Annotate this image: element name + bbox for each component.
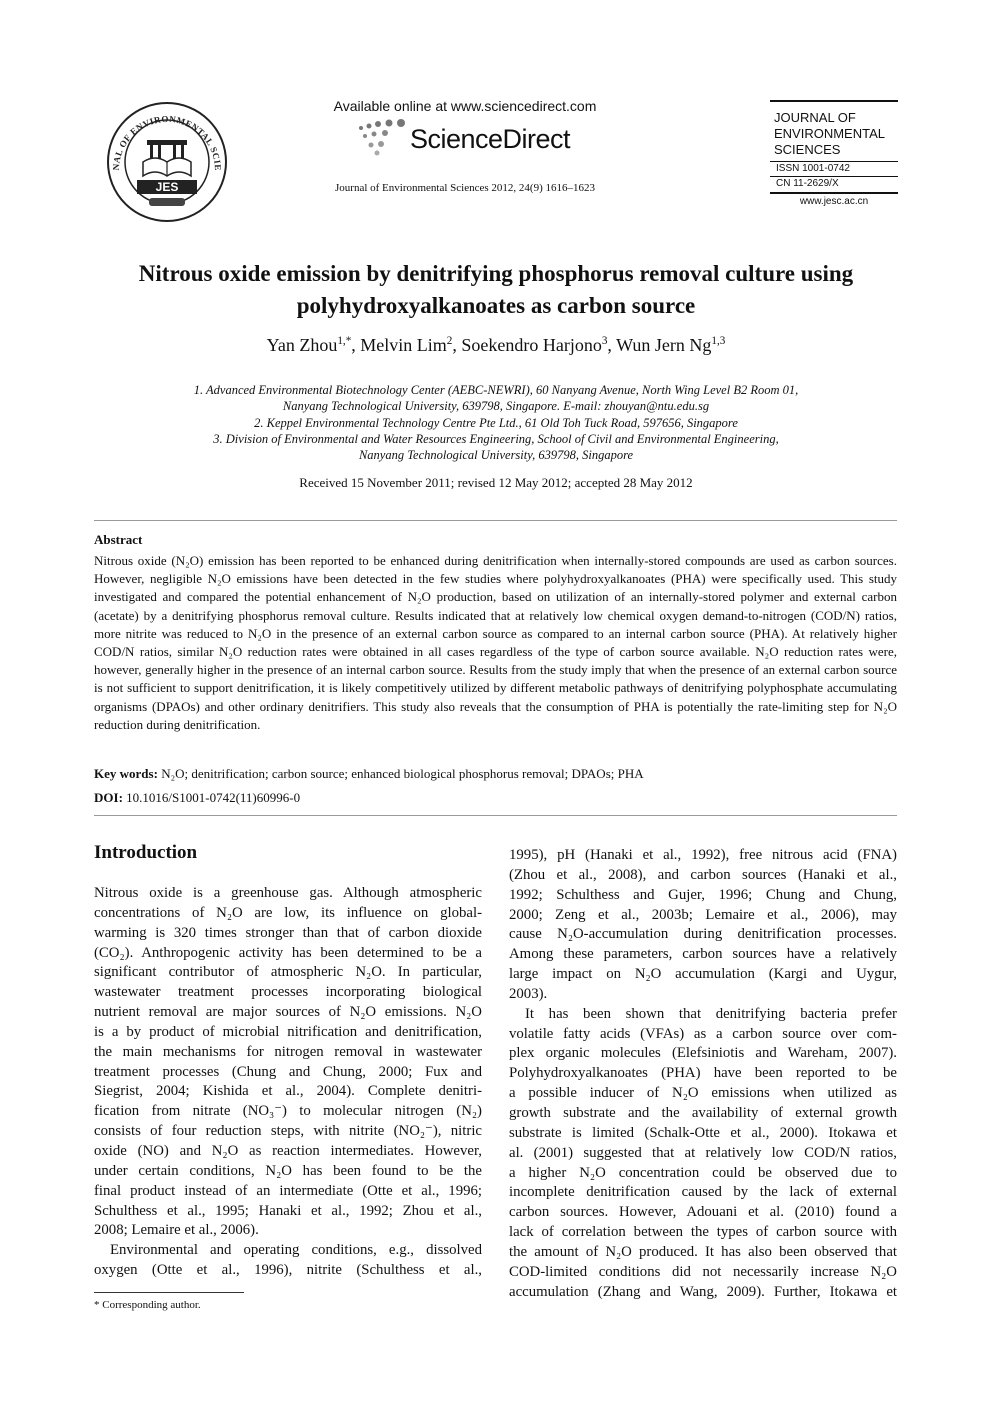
body-text-line: large impact on N₂O accumulation (Kargi and Uygur, bbox=[509, 966, 897, 983]
journal-citation: Journal of Environmental Sciences 2012, 24(9) 1616–1623 bbox=[335, 182, 595, 194]
doi: DOI: 10.1016/S1001-0742(11)60996-0 bbox=[94, 790, 301, 805]
body-text-line: lack of correlation between the types of carbon source with bbox=[509, 1224, 897, 1241]
journal-seal-icon bbox=[105, 100, 229, 224]
body-text-line: 2008; Lemaire et al., 2006). bbox=[94, 1222, 259, 1239]
article-title-line: polyhydroxyalkanoates as carbon source bbox=[296, 293, 696, 318]
journal-box-rule bbox=[770, 176, 898, 177]
body-text-line: Nitrous oxide is a greenhouse gas. Although atmospheric bbox=[94, 885, 482, 901]
body-text-line: 2000; Zeng et al., 2003b; Lemaire et al., 2006), may bbox=[509, 906, 897, 923]
body-text-line: 1995), pH (Hanaki et al., 1992), free nitrous acid (FNA) bbox=[509, 847, 897, 863]
body-text-line: COD-limited conditions did not necessarily increase N₂O bbox=[509, 1263, 897, 1280]
journal-logo bbox=[105, 100, 229, 224]
affiliation-line: 3. Division of Environmental and Water Resources Engineering, School of Civil and Environmental Engineering, bbox=[213, 431, 779, 446]
right-column bbox=[509, 846, 897, 1302]
body-text-line: under certain conditions, N₂O has been found to be the bbox=[94, 1162, 482, 1179]
body-text-line: final product instead of an intermediate (Otte et al., 1996; bbox=[94, 1182, 482, 1199]
doi-value: 10.1016/S1001-0742(11)60996-0 bbox=[126, 790, 301, 805]
body-text-line: a higher N₂O concentration could be observed due to bbox=[509, 1164, 897, 1181]
body-text-line: fication from nitrate (NO₃⁻) to molecular nitrogen (N₂) bbox=[94, 1103, 482, 1120]
author-list bbox=[96, 335, 896, 356]
body-text-line: growth substrate and the availability of external growth bbox=[509, 1104, 897, 1121]
abstract-top-divider bbox=[94, 520, 897, 521]
sciencedirect-dots-icon bbox=[355, 118, 415, 160]
body-text-line: Schulthess et al., 1995; Hanaki et al., 1992; Zhou et al., bbox=[94, 1202, 482, 1219]
journal-title-line: ENVIRONMENTAL bbox=[774, 126, 885, 141]
body-text-line: oxygen (Otte et al., 1996), nitrite (Schulthess et al., bbox=[94, 1262, 482, 1279]
body-text-line: (CO₂). Anthropogenic activity has been determined to be a bbox=[94, 944, 482, 961]
abstract-bottom-divider bbox=[94, 815, 897, 816]
article-title bbox=[96, 258, 896, 322]
keywords: Key words: N₂O; denitrification; carbon source; enhanced biological phosphorus removal; DPAOs; PHA bbox=[94, 766, 644, 781]
journal-url: www.jesc.ac.cn bbox=[799, 196, 869, 207]
author-affiliation-mark: 1,* bbox=[337, 335, 352, 347]
left-column bbox=[94, 884, 482, 1281]
body-text-line: Polyhydroxyalkanoates (PHA) have been reported to be bbox=[509, 1065, 897, 1082]
author-affiliation-mark: 3 bbox=[601, 335, 608, 347]
logo-banner-text: JES bbox=[155, 180, 179, 194]
keywords-label: Key words bbox=[94, 766, 154, 781]
body-text-line: volatile fatty acids (VFAs) as a carbon source over com- bbox=[509, 1025, 897, 1042]
author-separator: , bbox=[452, 335, 462, 355]
body-text-line: nutrient removal are major sources of N₂O emissions. N₂O bbox=[94, 1004, 482, 1021]
journal-title-line: JOURNAL OF bbox=[774, 110, 856, 125]
affiliation-line: Nanyang Technological University, 639798, Singapore. E-mail: zhouyan@ntu.edu.sg bbox=[282, 399, 710, 414]
body-text-line: is a by product of microbial nitrification and denitrification, bbox=[94, 1023, 482, 1040]
body-text-line: plex organic molecules (Elefsiniotis and Wareham, 2007). bbox=[509, 1045, 897, 1062]
journal-issn: ISSN 1001-0742 bbox=[776, 163, 850, 174]
affiliation-line: 2. Keppel Environmental Technology Centre Pte Ltd., 61 Old Toh Tuck Road, 597656, Singapore bbox=[254, 415, 738, 430]
author-name: Soekendro Harjono bbox=[461, 335, 602, 355]
abstract-text: Nitrous oxide (N₂O) emission has been reported to be enhanced during denitrification when internally-stored compounds are used as carbon sources. However, negligible N₂O emissions have been detected in the few studies where polyhydroxyalkanoates (PHA) were specifically used. This study investigated and compared the potential enhancement of N₂O production, based on utilization of an internally-stored polymer and external carbon (acetate) by a denitrifying phosphorus removal culture. Results indicated that at relatively low chemical oxygen demand-to-nitrogen (COD/N) ratios, more nitrite was reduced to N₂O in the presence of an external carbon source as compared to an internal carbon source (PHA). At relatively higher COD/N ratios, similar N₂O reduction rates were obtained in all cases regardless of the type of carbon source available. N₂O reduction rates were, however, generally higher in the presence of an internal carbon source. Results from the study imply that when the presence of an external carbon source is not sufficient to support denitrification, it is likely competitively utilized by different metabolic pathways of denitrifying polyphosphate accumulating organisms (DPAOs) and other ordinary denitrifiers. This study also reveals that the consumption of PHA is potentially the rate-limiting step for N₂O reduction during denitrification. bbox=[94, 553, 897, 732]
introduction-heading: Introduction bbox=[94, 842, 198, 863]
body-text-line: 1992; Schulthess and Gujer, 1996; Chung and Chung, bbox=[509, 886, 897, 903]
author-name: Wun Jern Ng bbox=[616, 335, 712, 355]
body-text-line: significant contributor of atmospheric N₂O. In particular, bbox=[94, 964, 482, 981]
sciencedirect-brand: ScienceDirect bbox=[410, 124, 571, 154]
journal-cn: CN 11-2629/X bbox=[776, 178, 839, 189]
logo-ring-text: NAL OF ENVIRONMENTAL SCIE bbox=[110, 113, 224, 172]
keywords-text: N₂O; denitrification; carbon source; enhanced biological phosphorus removal; DPAOs; PHA bbox=[161, 766, 644, 781]
article-dates: Received 15 November 2011; revised 12 May 2012; accepted 28 May 2012 bbox=[299, 475, 693, 490]
body-text-line: (Zhou et al., 2008), and carbon sources (Hanaki et al., bbox=[509, 866, 897, 883]
body-text-line: concentrations of N₂O are low, its influence on global- bbox=[94, 904, 482, 921]
author-separator: , bbox=[607, 335, 617, 355]
body-text-line: incomplete denitrification caused by the lack of external bbox=[509, 1184, 897, 1201]
abstract-heading: Abstract bbox=[94, 532, 143, 547]
journal-box-top-rule bbox=[770, 100, 898, 102]
available-online-text: Available online at www.sciencedirect.com bbox=[333, 98, 597, 114]
body-text-line: a possible inducer of N₂O emissions when utilized as bbox=[509, 1085, 897, 1102]
doi-label: DOI bbox=[94, 790, 119, 805]
body-text-line: wastewater treatment processes incorporating biological bbox=[94, 984, 482, 1001]
journal-box-rule bbox=[770, 161, 898, 162]
body-text-line: It has been shown that denitrifying bacteria prefer bbox=[525, 1005, 897, 1022]
body-text-line: 2003). bbox=[509, 985, 548, 1002]
author-name: Melvin Lim bbox=[360, 335, 447, 355]
affiliations bbox=[96, 382, 896, 463]
author-affiliation-mark: 1,3 bbox=[711, 335, 726, 347]
body-text-line: accumulation (Zhang and Wang, 2009). Further, Itokawa et bbox=[509, 1283, 897, 1300]
affiliation-line: 1. Advanced Environmental Biotechnology Center (AEBC-NEWRI), 60 Nanyang Avenue, North Wing Level B2 Room 01, bbox=[193, 383, 799, 397]
author-separator: , bbox=[351, 335, 361, 355]
article-title-line: Nitrous oxide emission by denitrifying phosphorus removal culture using bbox=[138, 261, 854, 286]
body-text-line: cause N₂O-accumulation during denitrification processes. bbox=[509, 926, 897, 943]
corresponding-author-footnote: * Corresponding author. bbox=[94, 1299, 201, 1311]
body-text-line: Environmental and operating conditions, e.g., dissolved bbox=[110, 1242, 482, 1259]
author-name: Yan Zhou bbox=[266, 335, 338, 355]
body-text-line: carbon sources. However, Adouani et al. (2010) found a bbox=[509, 1204, 897, 1221]
body-text-line: Among these parameters, carbon sources have a relatively bbox=[509, 946, 897, 963]
body-text-line: the amount of N₂O produced. It has also been observed that bbox=[509, 1243, 897, 1260]
journal-box-rule bbox=[770, 192, 898, 194]
body-text-line: oxide (NO) and N₂O as reaction intermediates. However, bbox=[94, 1142, 482, 1159]
body-text-line: warming is 320 times stronger than that of carbon dioxide bbox=[94, 924, 482, 941]
journal-title bbox=[774, 110, 885, 158]
affiliation-line: Nanyang Technological University, 639798, Singapore bbox=[358, 448, 634, 463]
body-text-line: the main mechanisms for nitrogen removal in wastewater bbox=[94, 1043, 482, 1060]
footnote-rule bbox=[94, 1292, 244, 1293]
body-text-line: al. (2001) suggested that at relatively low COD/N ratios, bbox=[509, 1144, 897, 1161]
body-text-line: Siegrist, 2004; Kishida et al., 2004). Complete denitri- bbox=[94, 1083, 482, 1100]
body-text-line: treatment processes (Chung and Chung, 2000; Fux and bbox=[94, 1063, 482, 1080]
body-text-line: substrate is limited (Schalk-Otte et al., 2000). Itokawa et bbox=[509, 1124, 897, 1141]
body-text-line: consists of four reduction steps, with nitrite (NO₂⁻), nitric bbox=[94, 1123, 482, 1140]
journal-title-line: SCIENCES bbox=[774, 142, 841, 157]
author-affiliation-mark: 2 bbox=[446, 335, 453, 347]
